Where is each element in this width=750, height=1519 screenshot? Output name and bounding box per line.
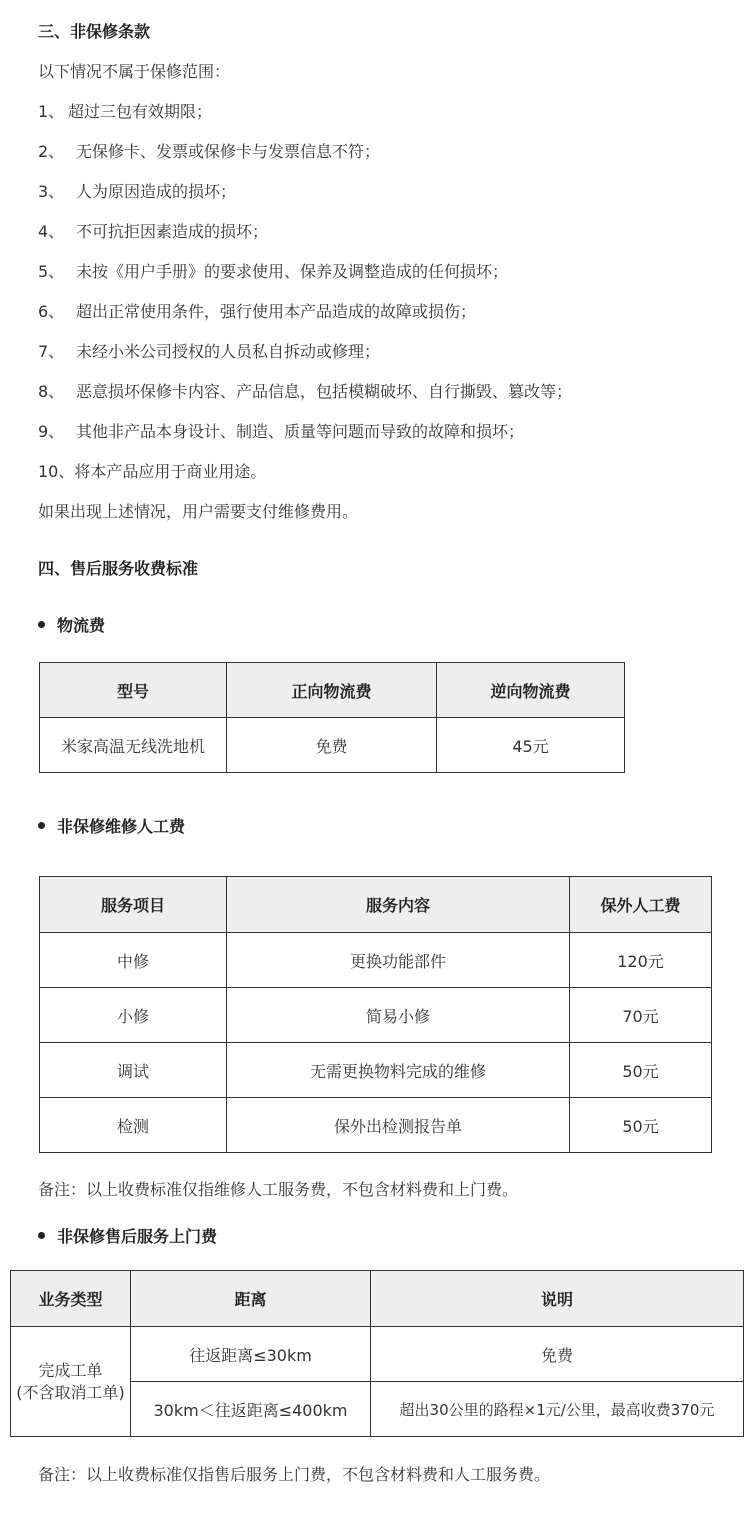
list-item-number: 8、 — [38, 382, 65, 401]
table-header-cell: 服务内容 — [227, 877, 570, 933]
table-cell: 50元 — [570, 1043, 712, 1098]
table-cell: 简易小修 — [227, 988, 570, 1043]
table-cell: 无需更换物料完成的维修 — [227, 1043, 570, 1098]
list-item — [38, 99, 212, 122]
list-item — [38, 139, 380, 162]
table-row — [40, 988, 712, 1043]
list-item-text: 10、将本产品应用于商业用途。 — [38, 462, 267, 481]
table-cell: 中修 — [40, 933, 227, 988]
section-3-outro: 如果出现上述情况，用户需要支付维修费用。 — [38, 502, 359, 521]
table-cell: 米家高温无线洗地机 — [40, 718, 227, 773]
table-cell: 保外出检测报告单 — [227, 1098, 570, 1153]
table-cell: 45元 — [437, 718, 625, 773]
table-cell: 往返距离≤30km — [131, 1327, 371, 1382]
table-header-cell: 正向物流费 — [227, 663, 437, 718]
table-cell: 更换功能部件 — [227, 933, 570, 988]
visit-heading-text: 非保修售后服务上门费 — [57, 1227, 218, 1246]
bullet-icon — [38, 1232, 45, 1239]
table-cell: 超出30公里的路程×1元/公里，最高收费370元 — [371, 1382, 744, 1437]
table-row — [40, 718, 625, 773]
list-item — [38, 179, 236, 202]
list-item-number: 7、 — [38, 342, 65, 361]
table-header-cell: 说明 — [371, 1271, 744, 1327]
list-item-text: 不可抗拒因素造成的损坏； — [76, 222, 269, 241]
section-4-title: 四、售后服务收费标准 — [38, 559, 199, 578]
list-item-number: 5、 — [38, 262, 65, 281]
section-3-title: 三、非保修条款 — [38, 22, 151, 41]
table-cell: 120元 — [570, 933, 712, 988]
labor-heading — [38, 814, 185, 837]
bullet-icon — [38, 621, 45, 628]
table-header-cell: 保外人工费 — [570, 877, 712, 933]
table-cell: 50元 — [570, 1098, 712, 1153]
list-item — [38, 459, 266, 482]
list-item — [38, 219, 268, 242]
section-3-intro: 以下情况不属于保修范围： — [38, 62, 231, 81]
list-item-number: 2、 — [38, 142, 65, 161]
list-item — [38, 379, 572, 402]
table-cell: 检测 — [40, 1098, 227, 1153]
table-header-cell: 距离 — [131, 1271, 371, 1327]
list-item-text: 未按《用户手册》的要求使用、保养及调整造成的任何损坏； — [76, 262, 509, 281]
table-header-cell: 型号 — [40, 663, 227, 718]
table-cell-business-type — [11, 1327, 131, 1437]
list-item — [38, 299, 476, 322]
table-cell: 30km＜往返距离≤400km — [131, 1382, 371, 1437]
table-row — [40, 933, 712, 988]
table-header-cell: 服务项目 — [40, 877, 227, 933]
visit-note: 备注：以上收费标准仅指售后服务上门费，不包含材料费和人工服务费。 — [38, 1465, 551, 1484]
list-item-text: 未经小米公司授权的人员私自拆动或修理； — [76, 342, 381, 361]
list-item-number: 6、 — [38, 302, 65, 321]
visit-fee-table — [10, 1270, 744, 1437]
table-row — [40, 1043, 712, 1098]
list-item — [38, 339, 380, 362]
list-item-text: 人为原因造成的损坏； — [76, 182, 237, 201]
labor-note: 备注：以上收费标准仅指维修人工服务费，不包含材料费和上门费。 — [38, 1180, 519, 1199]
list-item — [38, 419, 524, 442]
table-cell: 70元 — [570, 988, 712, 1043]
list-item-number: 1、 — [38, 102, 65, 121]
table-row — [11, 1327, 744, 1382]
table-cell: 免费 — [371, 1327, 744, 1382]
logistics-table — [39, 662, 625, 773]
list-item-number: 3、 — [38, 182, 65, 201]
table-row — [40, 1098, 712, 1153]
bullet-icon — [38, 822, 45, 829]
list-item — [38, 259, 508, 282]
business-type-line: 完成工单 — [38, 1360, 103, 1380]
list-item-number: 4、 — [38, 222, 65, 241]
list-item-text: 恶意损坏保修卡内容、产品信息，包括模糊破坏、自行撕毁、篡改等； — [76, 382, 573, 401]
list-item-number: 9、 — [38, 422, 65, 441]
table-header-cell: 逆向物流费 — [437, 663, 625, 718]
list-item-text: 无保修卡、发票或保修卡与发票信息不符； — [76, 142, 381, 161]
visit-heading — [38, 1224, 217, 1247]
labor-table — [39, 876, 712, 1153]
table-cell: 调试 — [40, 1043, 227, 1098]
logistics-heading-text: 物流费 — [57, 616, 106, 635]
logistics-heading — [38, 613, 105, 636]
table-cell: 免费 — [227, 718, 437, 773]
business-type-sub: (不含取消工单) — [16, 1382, 125, 1402]
list-item-text: 超过三包有效期限； — [68, 102, 213, 121]
table-cell: 小修 — [40, 988, 227, 1043]
labor-heading-text: 非保修维修人工费 — [57, 817, 186, 836]
list-item-text: 超出正常使用条件，强行使用本产品造成的故障或损伤； — [76, 302, 477, 321]
table-header-cell: 业务类型 — [11, 1271, 131, 1327]
list-item-text: 其他非产品本身设计、制造、质量等问题而导致的故障和损坏； — [76, 422, 525, 441]
